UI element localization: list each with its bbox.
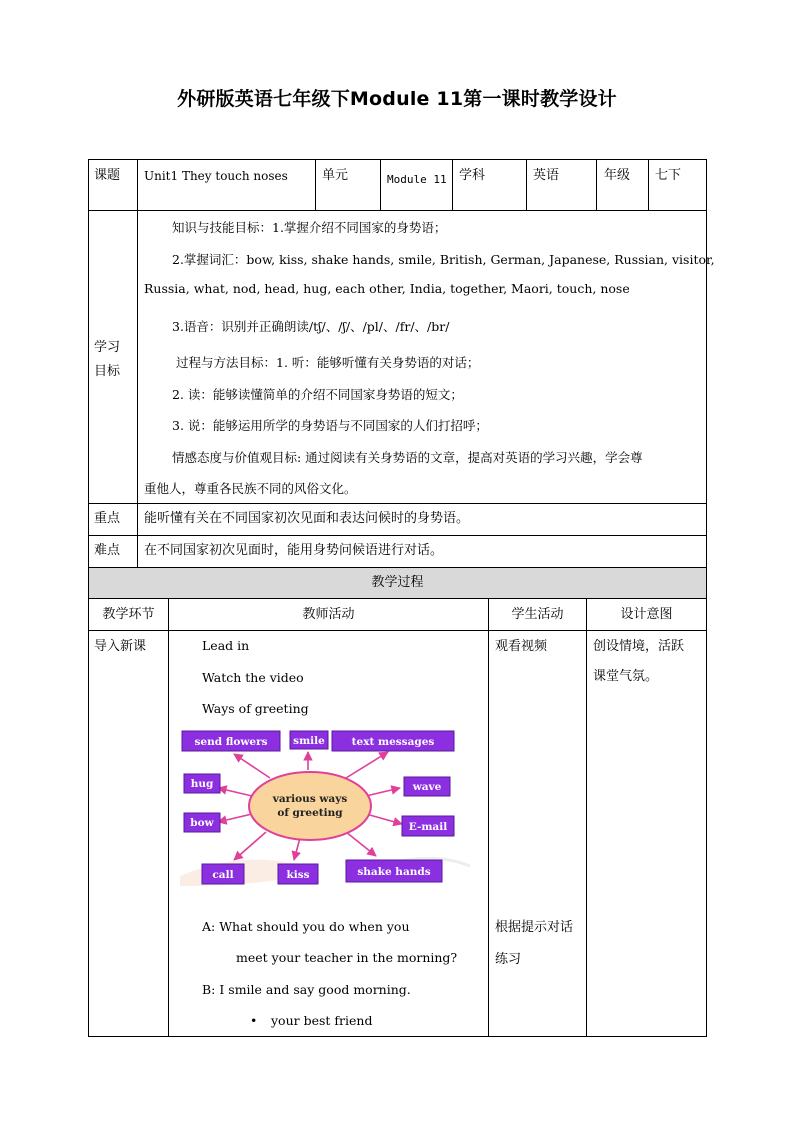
center-ellipse: [249, 772, 371, 840]
box-send-flowers: [182, 731, 280, 751]
teacher-line: Watch the video: [202, 670, 304, 685]
bullet-marker: •: [250, 1013, 258, 1028]
objective-line: 2.掌握词汇：bow, kiss, shake hands, smile, British, German, Japanese, Russian, visitor,: [172, 252, 715, 267]
topic-label: 课题: [94, 168, 121, 183]
column-header-intent: 设计意图: [620, 607, 673, 622]
objective-line: 重他人，尊重各民族不同的风俗文化。: [144, 481, 357, 496]
svg-text:call: call: [212, 869, 234, 881]
design-intent-line2: 课堂气氛。: [593, 669, 659, 684]
subject-label: 学科: [459, 168, 486, 183]
box-kiss: [278, 864, 318, 884]
difficulty-value: 在不同国家初次见面时，能用身势问候语进行对话。: [144, 543, 444, 558]
box-email: [402, 816, 454, 836]
objective-line: 2. 读：能够读懂简单的介绍不同国家身势语的短文；: [172, 387, 463, 402]
center-text-line2: of greeting: [277, 807, 343, 819]
objective-line: Russia, what, nod, head, hug, each other, India, together, Maori, touch, nose: [144, 281, 630, 296]
stage-name: 导入新课: [94, 639, 147, 654]
topic-value: Unit1 They touch noses: [144, 169, 288, 183]
svg-text:send flowers: send flowers: [194, 736, 268, 748]
objective-line: 3.语音：识别并正确朗读/tʃ/、/ʃ/、/pl/、/fr/、/br/: [172, 319, 450, 334]
key-point-label: 重点: [94, 511, 121, 526]
svg-text:shake hands: shake hands: [357, 866, 431, 878]
objectives-label: 学习目标: [94, 340, 121, 379]
difficulty-label: 难点: [94, 543, 121, 558]
box-wave: [404, 777, 450, 796]
dialog-line-a2: meet your teacher in the morning?: [236, 950, 458, 965]
box-smile: [290, 731, 328, 749]
svg-text:bow: bow: [190, 817, 214, 829]
svg-text:text messages: text messages: [351, 736, 435, 748]
teacher-line: Lead in: [202, 638, 250, 653]
objective-line: 过程与方法目标：1. 听：能够听懂有关身势语的对话；: [176, 355, 480, 370]
greeting-ways-diagram: [170, 726, 470, 894]
objective-line: 知识与技能目标：1.掌握介绍不同国家的身势语；: [172, 220, 447, 235]
column-header-stage: 教学环节: [102, 607, 155, 622]
objective-line: 3. 说：能够运用所学的身势语与不同国家的人们打招呼；: [172, 418, 488, 433]
dialog-line-b: B: I smile and say good morning.: [202, 982, 411, 997]
box-shake-hands: [346, 860, 442, 882]
dialog-line-prompt: your best friend: [271, 1013, 373, 1028]
student-activity-1: 观看视频: [495, 639, 548, 654]
center-text-line1: various ways: [272, 793, 348, 805]
box-text-messages: [332, 731, 454, 751]
box-bow: [184, 813, 220, 832]
unit-value: Module 11: [387, 173, 447, 186]
svg-text:smile: smile: [293, 735, 325, 747]
subject-value: 英语: [533, 168, 560, 183]
unit-label: 单元: [322, 168, 349, 183]
box-call: [202, 864, 244, 884]
grade-value: 七下: [655, 168, 682, 183]
design-intent-line1: 创设情境，活跃: [593, 639, 685, 654]
svg-text:wave: wave: [412, 781, 442, 793]
svg-text:hug: hug: [190, 778, 214, 790]
objective-line: 情感态度与价值观目标: 通过阅读有关身势语的文章，提高对英语的学习兴趣，学会尊: [172, 450, 643, 465]
svg-text:E-mail: E-mail: [408, 821, 448, 833]
column-header-teacher: 教师活动: [302, 607, 355, 622]
svg-text:kiss: kiss: [286, 869, 310, 881]
student-activity-2b: 练习: [495, 952, 522, 967]
process-heading: 教学过程: [371, 575, 424, 590]
teacher-line: Ways of greeting: [202, 701, 309, 716]
key-point-value: 能听懂有关在不同国家初次见面和表达问候时的身势语。: [144, 511, 470, 526]
column-header-student: 学生活动: [511, 607, 564, 622]
dialog-line-a: A: What should you do when you: [202, 919, 410, 934]
box-hug: [184, 774, 220, 793]
grade-label: 年级: [604, 168, 631, 183]
page-title: 外研版英语七年级下Module 11第一课时教学设计: [177, 88, 617, 110]
student-activity-2a: 根据提示对话: [495, 920, 574, 935]
